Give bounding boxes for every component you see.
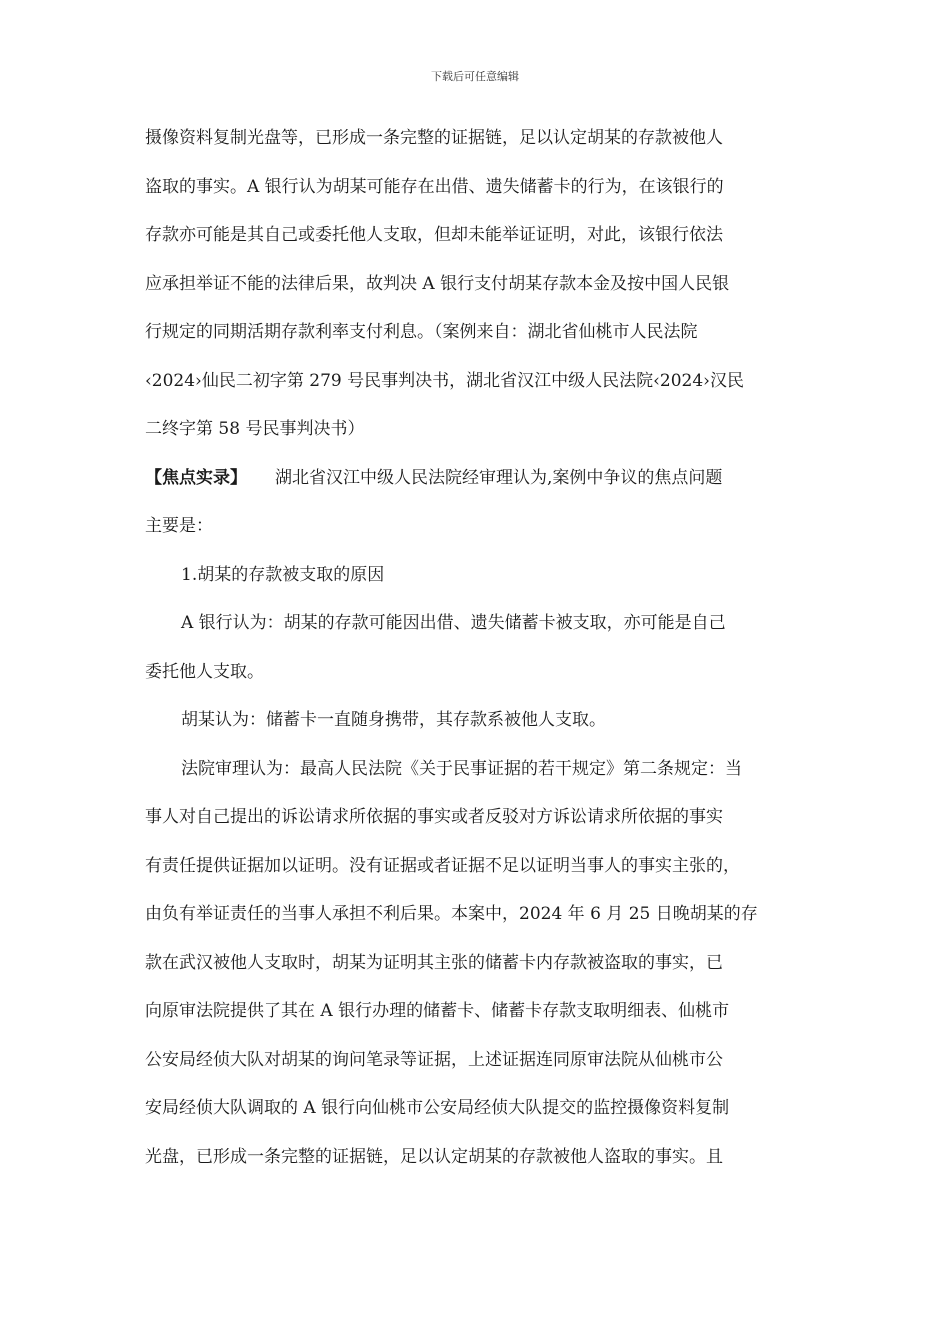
court-view-line: 安局经侦大队调取的 A 银行向仙桃市公安局经侦大队提交的监控摄像资料复制: [145, 1098, 730, 1118]
page-header: 下载后可任意编辑: [431, 70, 519, 83]
focus-text: 湖北省汉江中级人民法院经审理认为,案例中争议的焦点问题: [275, 467, 723, 488]
focus-heading: 【焦点实录】: [145, 467, 247, 488]
bank-view-line: 委托他人支取。: [145, 661, 264, 682]
court-view-line: 向原审法院提供了其在 A 银行办理的储蓄卡、储蓄卡存款支取明细表、仙桃市: [145, 1001, 730, 1021]
court-view-line: 光盘，已形成一条完整的证据链，足以认定胡某的存款被他人盗取的事实。且: [145, 1146, 723, 1167]
paragraph-line: 盗取的事实。A 银行认为胡某可能存在出借、遗失储蓄卡的行为，在该银行的: [145, 176, 724, 197]
court-view-line: 公安局经侦大队对胡某的询问笔录等证据，上述证据连同原审法院从仙桃市公: [145, 1049, 723, 1070]
document-body: [145, 121, 807, 1188]
item-heading-1: 1.胡某的存款被支取的原因: [181, 564, 385, 585]
paragraph-line: 存款亦可能是其自己或委托他人支取，但却未能举证证明，对此，该银行依法: [145, 225, 723, 245]
paragraph-line: 应承担举证不能的法律后果，故判决 A 银行支付胡某存款本金及按中国人民银: [145, 273, 730, 294]
court-view-line: 法院审理认为：最高人民法院《关于民事证据的若干规定》第二条规定：当: [181, 758, 742, 779]
court-view-line: 有责任提供证据加以证明。没有证据或者证据不足以证明当事人的事实主张的，: [145, 855, 740, 876]
paragraph-line: 行规定的同期活期存款利率支付利息。（案例来自：湖北省仙桃市人民法院: [145, 322, 698, 342]
hu-view-line: 胡某认为：储蓄卡一直随身携带，其存款系被他人支取。: [181, 710, 606, 730]
focus-line: [145, 461, 807, 510]
court-view-line: 由负有举证责任的当事人承担不利后果。本案中，2024 年 6 月 25 日晚胡某的存: [145, 904, 758, 924]
paragraph-line: 摄像资料复制光盘等，已形成一条完整的证据链，足以认定胡某的存款被他人: [145, 128, 723, 148]
court-view-line: 款在武汉被他人支取时，胡某为证明其主张的储蓄卡内存款被盗取的事实，已: [145, 952, 723, 973]
bank-view-line: A 银行认为：胡某的存款可能因出借、遗失储蓄卡被支取，亦可能是自己: [181, 613, 726, 633]
focus-continuation: 主要是：: [145, 516, 213, 536]
court-view-line: 事人对自己提出的诉讼请求所依据的事实或者反驳对方诉讼请求所依据的事实: [145, 807, 723, 827]
paragraph-line: 二终字第 58 号民事判决书）: [145, 419, 365, 439]
paragraph-line: ‹2024›仙民二初字第 279 号民事判决书，湖北省汉江中级人民法院‹2024›汉民: [145, 370, 744, 391]
